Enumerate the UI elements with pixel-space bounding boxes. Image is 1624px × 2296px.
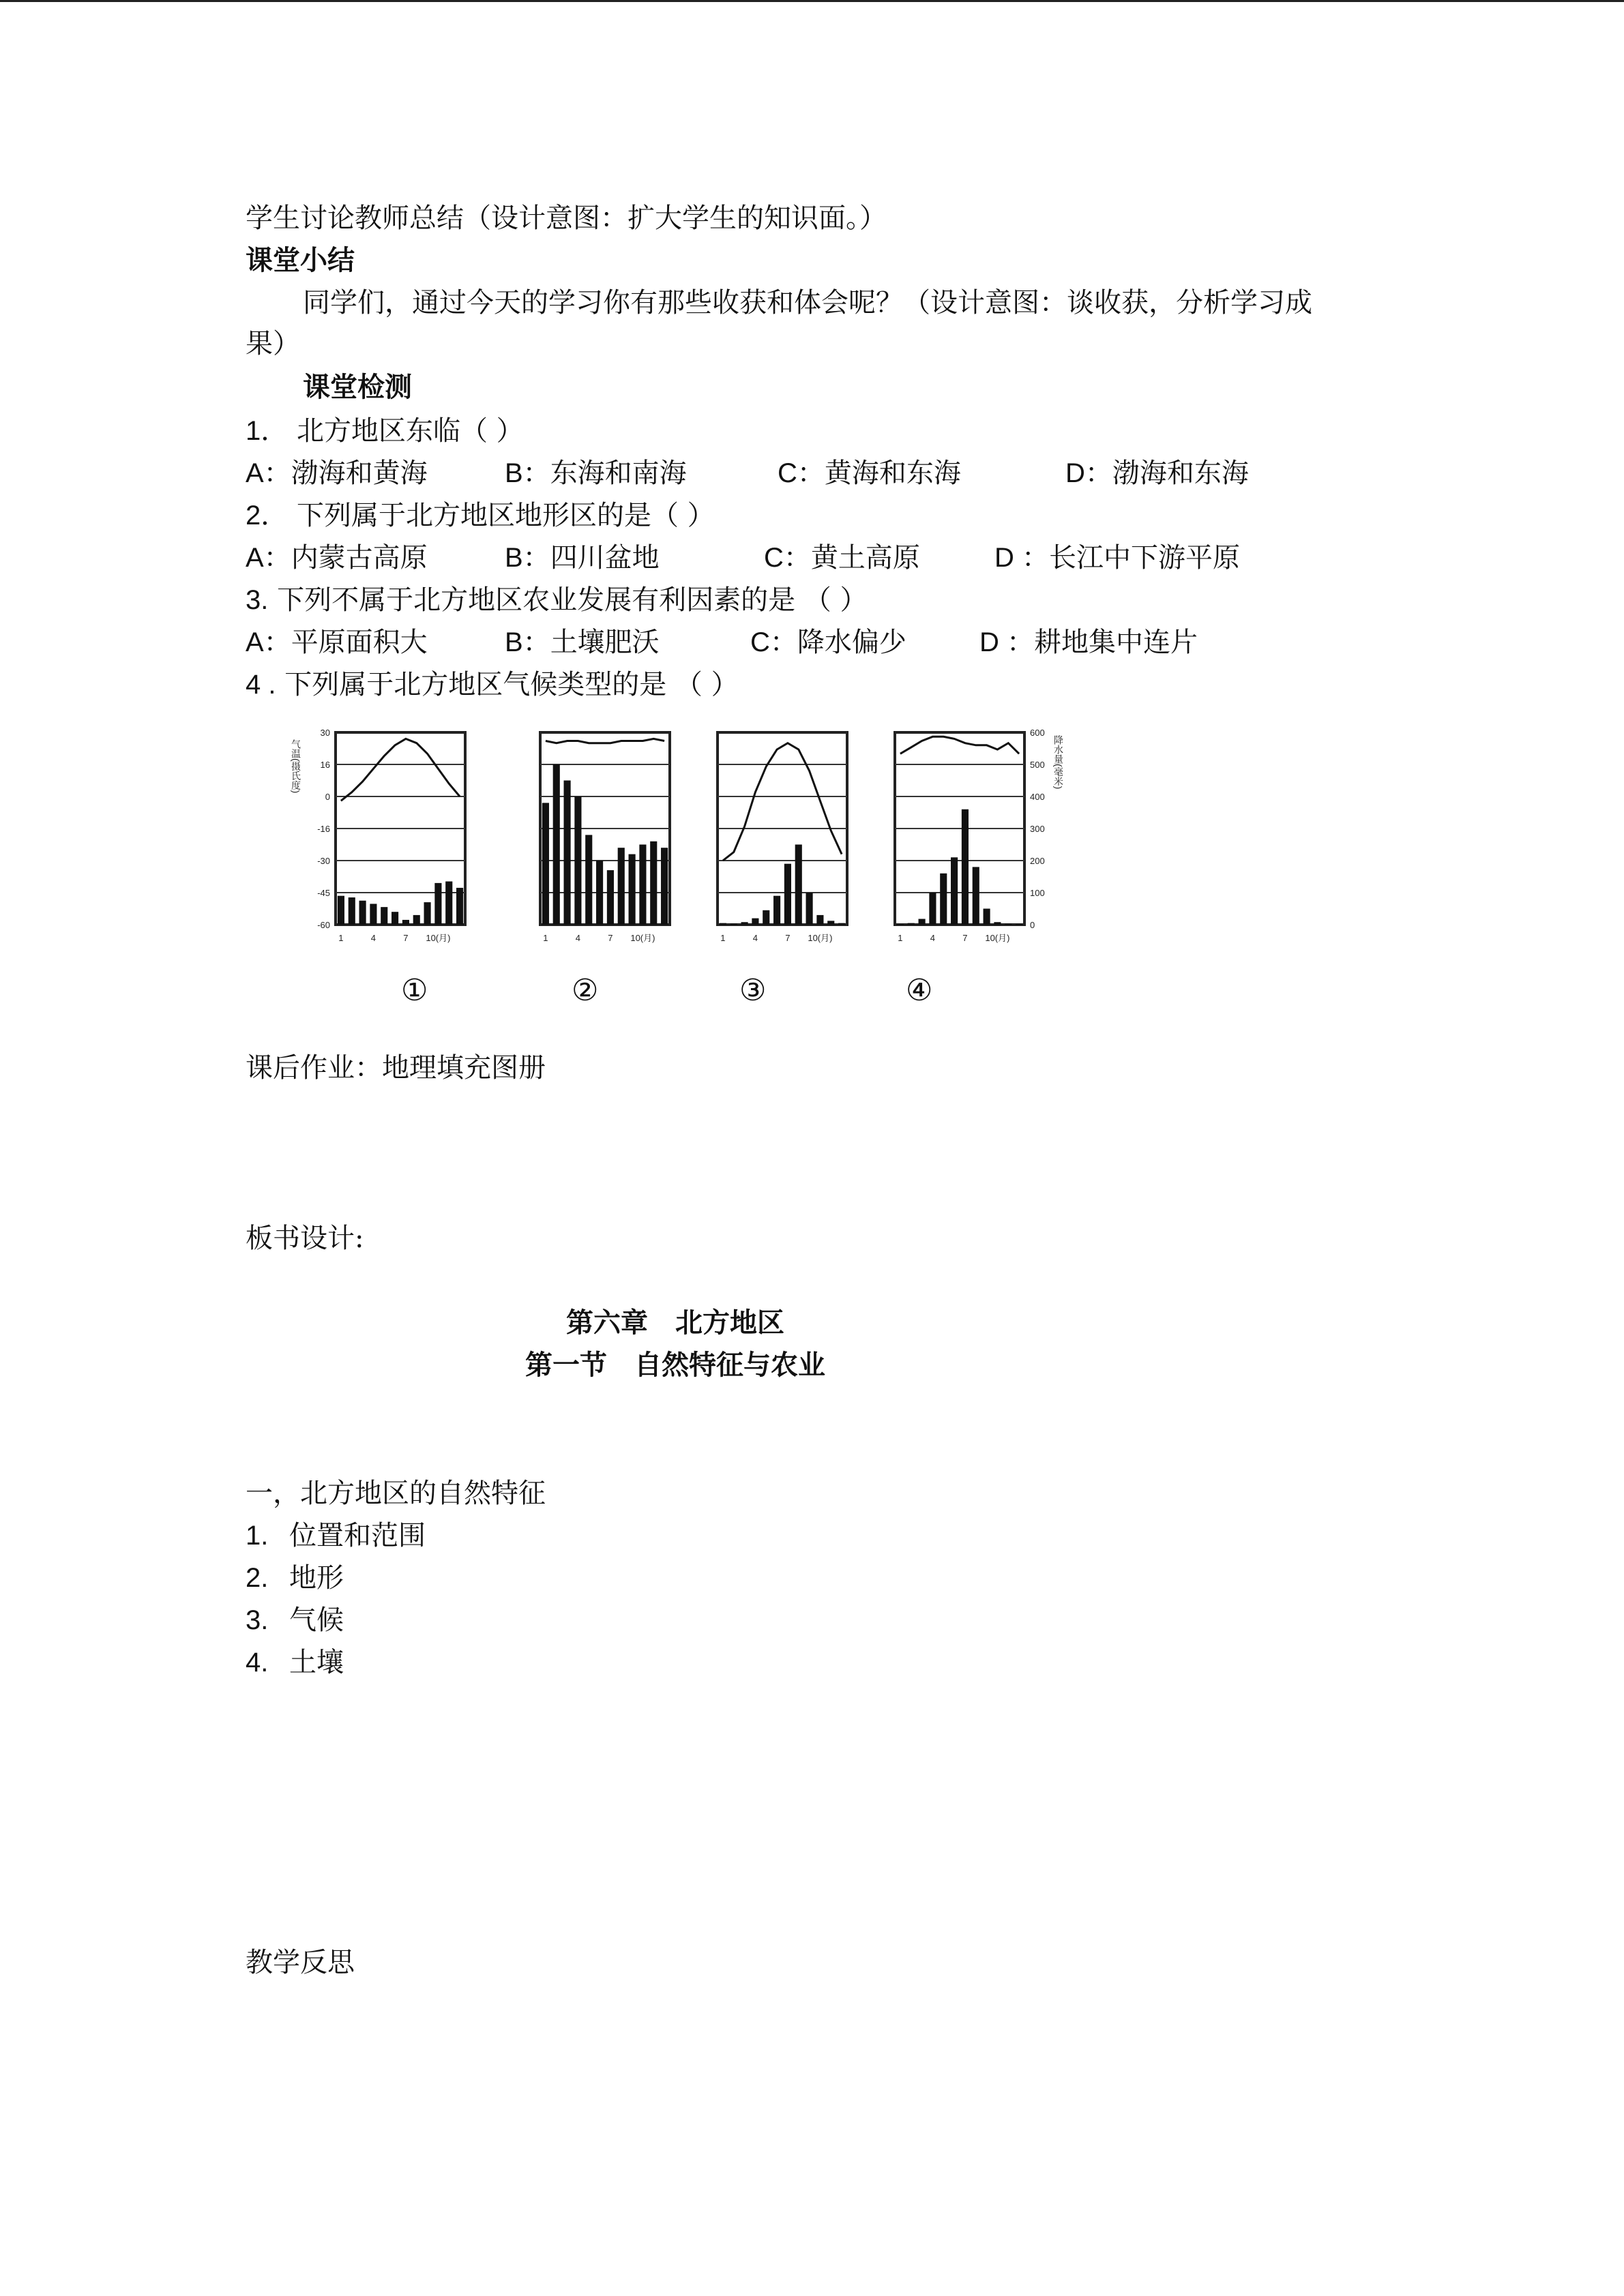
- summary-line-2: 果）: [246, 328, 300, 359]
- x-tick-label: 4: [575, 933, 581, 943]
- y-right-tick-label: 100: [1030, 888, 1045, 898]
- question-text: 下列属于北方地区气候类型的是 （ ）: [284, 669, 739, 700]
- q3-option-a: A：平原面积大: [246, 627, 428, 658]
- x-tick-label: 10(月): [426, 933, 451, 943]
- y-right-tick-label: 0: [1030, 920, 1035, 930]
- temperature-line: [546, 739, 664, 743]
- x-tick-label: 10(月): [808, 933, 833, 943]
- precip-bar: [381, 907, 387, 925]
- y-left-tick-label: 0: [325, 792, 330, 802]
- test-heading: 课堂检测: [303, 371, 412, 403]
- climate-chart-3-svg: [668, 723, 859, 948]
- precip-bar: [402, 920, 409, 925]
- y-right-tick-label: 500: [1030, 760, 1045, 770]
- precip-bar: [542, 803, 549, 925]
- y-left-axis-label: 气温(摄氏度): [291, 739, 301, 794]
- y-right-tick-label: 400: [1030, 792, 1045, 802]
- x-tick-label: 1: [898, 933, 903, 943]
- board-design-label: 板书设计:: [246, 1223, 364, 1254]
- question-3: [246, 581, 868, 619]
- board-item-4: 4. 土壤: [246, 1647, 344, 1678]
- precip-bar: [795, 845, 802, 925]
- q1-option-b: B：东海和南海: [505, 458, 687, 489]
- x-tick-label: 7: [785, 933, 791, 943]
- question-number: 4 .: [246, 670, 276, 700]
- temperature-line: [723, 743, 842, 861]
- x-tick-label: 7: [608, 933, 613, 943]
- precip-bar: [629, 854, 636, 925]
- x-tick-label: 10(月): [985, 933, 1010, 943]
- x-tick-label: 1: [338, 933, 344, 943]
- precip-bar: [951, 857, 958, 925]
- precip-bar: [661, 848, 668, 925]
- chart-label-3: ③: [739, 973, 767, 1008]
- chart-label-1: ①: [401, 973, 428, 1008]
- precip-bar: [816, 915, 823, 925]
- precip-bar: [1016, 924, 1022, 925]
- precip-bar: [639, 845, 646, 925]
- precip-bar: [585, 835, 592, 925]
- temperature-line: [900, 736, 1019, 754]
- climate-chart-3: [668, 723, 859, 951]
- section-title: 第一节 自然特征与农业: [525, 1349, 825, 1381]
- precip-bar: [553, 764, 560, 925]
- board-item-3: 3. 气候: [246, 1605, 344, 1636]
- precip-bar: [596, 861, 603, 925]
- precip-bar: [349, 897, 355, 925]
- precip-bar: [730, 923, 737, 925]
- precip-bar: [940, 874, 947, 925]
- temperature-line: [341, 739, 460, 801]
- q3-option-d: D ：耕地集中连片: [979, 627, 1198, 658]
- page-top-border: [0, 0, 1624, 2]
- precip-bar: [359, 901, 366, 925]
- q2-option-d: D ：长江中下游平原: [994, 542, 1240, 573]
- precip-bar: [392, 912, 398, 925]
- question-1: [246, 412, 524, 450]
- climate-chart-1-svg: [286, 723, 477, 948]
- precip-bar: [897, 924, 904, 925]
- question-number: 2．: [246, 501, 289, 531]
- precip-bar: [908, 923, 915, 925]
- y-right-tick-label: 200: [1030, 856, 1045, 866]
- precip-bar: [838, 923, 845, 925]
- q1-option-c: C：黄海和东海: [778, 458, 961, 489]
- x-tick-label: 7: [962, 933, 968, 943]
- question-2: [246, 496, 715, 535]
- y-left-tick-label: -30: [317, 856, 330, 866]
- climate-chart-2-svg: [491, 723, 682, 948]
- precip-bar: [618, 848, 625, 925]
- chapter-title: 第六章 北方地区: [566, 1307, 784, 1339]
- precip-bar: [962, 809, 969, 925]
- q3-option-b: B：土壤肥沃: [505, 627, 660, 658]
- question-number: 1．: [246, 416, 289, 446]
- climate-chart-4-svg: [846, 723, 1064, 948]
- question-text: 下列不属于北方地区农业发展有利因素的是 （ ）: [277, 584, 868, 616]
- board-item-2: 2. 地形: [246, 1562, 344, 1594]
- precip-bar: [773, 896, 780, 925]
- x-tick-label: 1: [720, 933, 726, 943]
- q1-option-a: A：渤海和黄海: [246, 458, 428, 489]
- y-left-tick-label: 16: [320, 760, 330, 770]
- board-subheading: 一，北方地区的自然特征: [246, 1478, 546, 1509]
- precip-bar: [984, 909, 990, 925]
- precip-bar: [413, 915, 420, 925]
- q2-option-a: A：内蒙古高原: [246, 542, 428, 573]
- precip-bar: [338, 896, 344, 925]
- precip-bar: [607, 870, 614, 925]
- x-tick-label: 1: [543, 933, 548, 943]
- q1-option-d: D：渤海和东海: [1065, 458, 1249, 489]
- q2-option-b: B：四川盆地: [505, 542, 660, 573]
- precip-bar: [574, 796, 581, 925]
- precip-bar: [424, 902, 431, 925]
- y-left-tick-label: -60: [317, 920, 330, 930]
- precip-bar: [784, 864, 791, 925]
- x-tick-label: 4: [752, 933, 758, 943]
- question-4: [246, 666, 739, 704]
- precip-bar: [445, 882, 452, 925]
- chart-label-4: ④: [906, 973, 933, 1008]
- intro-line: 学生讨论教师总结（设计意图：扩大学生的知识面。）: [246, 203, 887, 234]
- precip-bar: [456, 888, 463, 925]
- precip-bar: [752, 919, 758, 925]
- summary-heading: 课堂小结: [246, 244, 355, 276]
- y-left-tick-label: -45: [317, 888, 330, 898]
- climate-chart-1: [286, 723, 477, 951]
- precip-bar: [370, 904, 377, 925]
- precip-bar: [929, 893, 936, 925]
- precip-bar: [973, 867, 979, 925]
- summary-line-1: 同学们，通过今天的学习你有那些收获和体会呢？（设计意图：谈收获，分析学习成: [303, 287, 1312, 318]
- homework-line: 课后作业：地理填充图册: [246, 1052, 546, 1084]
- x-tick-label: 4: [370, 933, 377, 943]
- precip-bar: [564, 781, 571, 925]
- y-right-axis-label: 降水量(毫米): [1053, 735, 1064, 790]
- question-text: 下列属于北方地区地形区的是（ ）: [296, 500, 715, 531]
- precip-bar: [720, 923, 726, 925]
- q2-option-c: C：黄土高原: [764, 542, 920, 573]
- teaching-reflection: 教学反思: [246, 1947, 355, 1978]
- precip-bar: [741, 922, 748, 925]
- precip-bar: [994, 922, 1001, 925]
- q3-option-c: C：降水偏少: [750, 627, 906, 658]
- climate-chart-4: [846, 723, 1064, 951]
- chart-label-2: ②: [572, 973, 599, 1008]
- precip-bar: [1005, 924, 1012, 925]
- y-left-tick-label: 30: [320, 728, 330, 738]
- precip-bar: [919, 919, 926, 925]
- x-tick-label: 4: [930, 933, 936, 943]
- precip-bar: [650, 841, 657, 925]
- board-item-1: 1. 位置和范围: [246, 1520, 426, 1551]
- question-number: 3.: [246, 585, 269, 615]
- y-right-tick-label: 300: [1030, 824, 1045, 834]
- question-text: 北方地区东临（ ）: [296, 415, 524, 447]
- precip-bar: [763, 910, 769, 925]
- x-tick-label: 10(月): [630, 933, 655, 943]
- precip-bar: [806, 893, 813, 925]
- y-left-tick-label: -16: [317, 824, 330, 834]
- y-right-tick-label: 600: [1030, 728, 1045, 738]
- x-tick-label: 7: [403, 933, 409, 943]
- climate-chart-2: [491, 723, 682, 951]
- precip-bar: [827, 921, 834, 925]
- precip-bar: [434, 883, 441, 925]
